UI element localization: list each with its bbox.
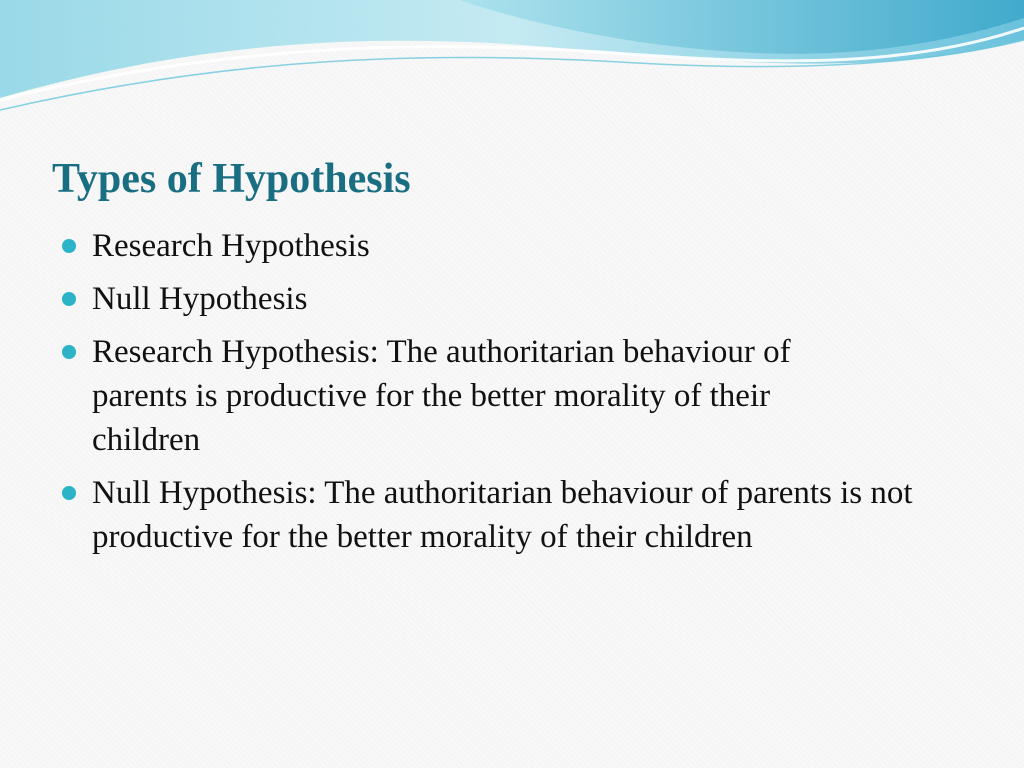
bullet-item (62, 224, 982, 268)
bullet-text: Research Hypothesis: The authoritarian behaviour of parents is productive for the better morality of their children (92, 334, 791, 458)
bullet-text: Null Hypothesis (92, 281, 308, 317)
bullet-item (62, 330, 982, 462)
bullet-item (62, 471, 982, 559)
slide-title: Types of Hypothesis (52, 156, 411, 202)
bullet-list (62, 224, 982, 568)
circle-bullet-icon (62, 292, 76, 306)
bullet-item (62, 277, 982, 321)
circle-bullet-icon (62, 486, 76, 500)
wave-header-decoration (0, 0, 1024, 120)
circle-bullet-icon (62, 239, 76, 253)
bullet-text: Research Hypothesis (92, 228, 370, 264)
circle-bullet-icon (62, 345, 76, 359)
bullet-text: Null Hypothesis: The authoritarian behaviour of parents is not productive for the better morality of their children (92, 475, 913, 555)
